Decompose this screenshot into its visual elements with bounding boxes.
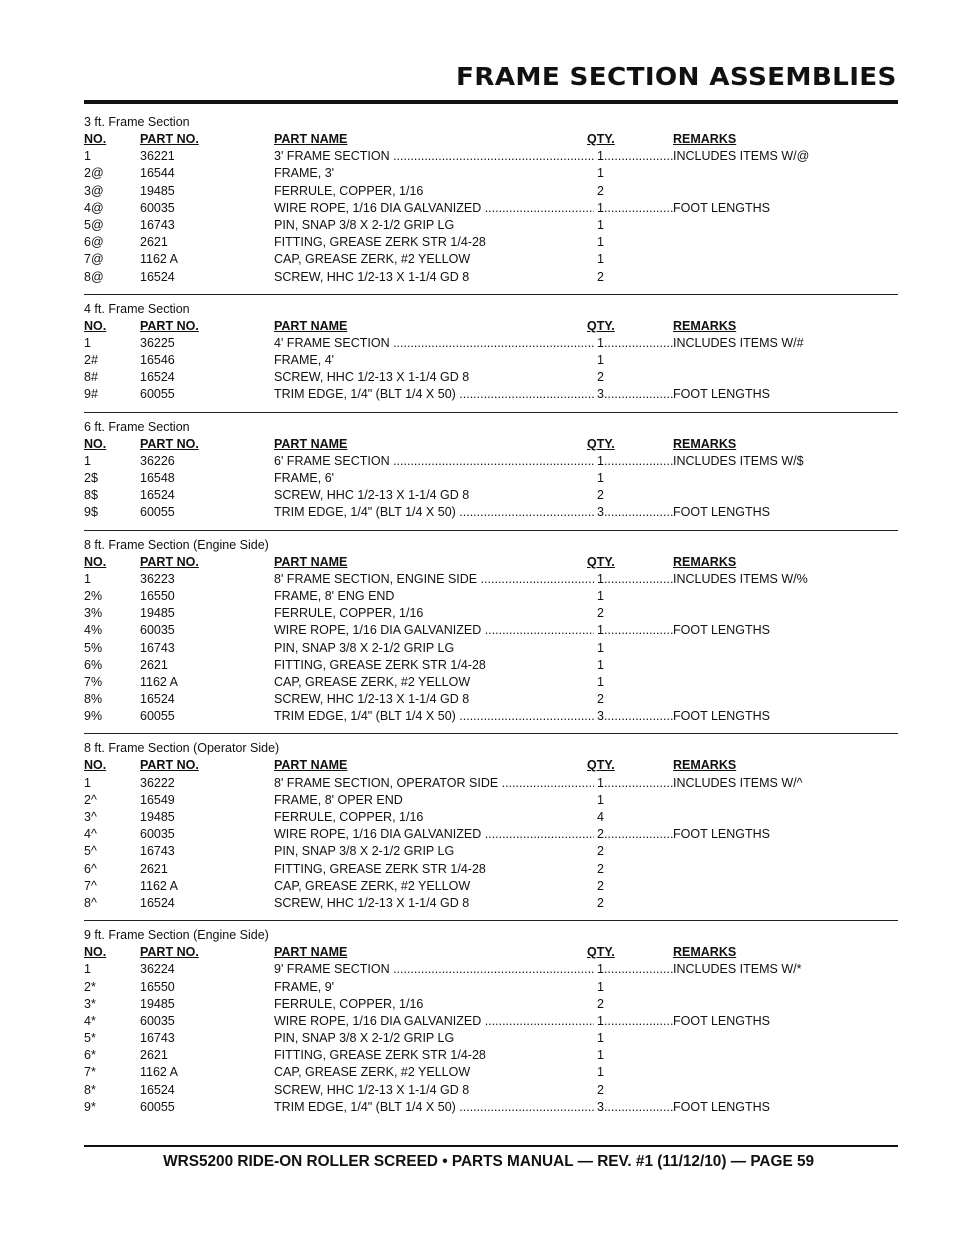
- part-name: TRIM EDGE, 1/4" (BLT 1/4 X 50) .....: [274, 386, 594, 403]
- remarks: INCLUDES ITEMS W/$: [673, 453, 804, 468]
- item-no: 7*: [84, 1065, 96, 1080]
- header-remarks: REMARKS: [673, 758, 737, 773]
- part-number: 16524: [140, 488, 175, 503]
- part-name: SCREW, HHC 1/2-13 X 1-1/4 GD 8: [274, 1082, 470, 1097]
- part-number: 2621: [140, 861, 168, 876]
- item-no: 5*: [84, 1031, 96, 1046]
- quantity: 1: [597, 979, 604, 994]
- quantity: 2: [597, 183, 604, 198]
- column-header-row: [84, 131, 898, 148]
- part-number: 16743: [140, 640, 175, 655]
- quantity: 2: [597, 996, 604, 1011]
- quantity: 2: [597, 488, 604, 503]
- item-no: 2$: [84, 471, 98, 485]
- table-row: [84, 961, 898, 978]
- item-no: 8%: [84, 692, 103, 707]
- quantity: 1 .....: [597, 775, 673, 792]
- item-no: 4*: [84, 1013, 96, 1028]
- quantity: 2 .....: [597, 826, 673, 843]
- quantity: 1: [597, 235, 604, 250]
- item-no: 4%: [84, 623, 103, 638]
- header-part-name: PART NAME: [274, 318, 348, 333]
- part-name: 8' FRAME SECTION, ENGINE SIDE .....: [274, 571, 594, 588]
- quantity: 1 .....: [597, 961, 673, 978]
- remarks: INCLUDES ITEMS W/^: [673, 775, 803, 790]
- part-name: 9' FRAME SECTION .....: [274, 961, 594, 978]
- header-no: NO.: [84, 436, 107, 451]
- quantity: 1: [597, 657, 604, 672]
- part-number: 16524: [140, 269, 175, 284]
- header-part-name: PART NAME: [274, 132, 348, 146]
- item-no: 3^: [84, 810, 97, 824]
- part-name: FERRULE, COPPER, 1/16: [274, 996, 424, 1011]
- remarks: FOOT LENGTHS: [673, 1013, 771, 1028]
- part-name: 6' FRAME SECTION .....: [274, 453, 594, 470]
- part-number: 19485: [140, 996, 175, 1011]
- quantity: 2: [597, 878, 604, 893]
- item-no: 9*: [84, 1099, 96, 1114]
- quantity: 1 .....: [597, 1013, 673, 1030]
- item-no: 5^: [84, 844, 97, 859]
- part-number: 2621: [140, 1048, 168, 1063]
- part-name: FRAME, 8' ENG END: [274, 588, 395, 603]
- column-header-row: [84, 944, 898, 961]
- part-name: WIRE ROPE, 1/16 DIA GALVANIZED .....: [274, 826, 594, 843]
- header-qty: QTY.: [587, 945, 615, 960]
- header-remarks: REMARKS: [673, 318, 737, 333]
- table-row: [84, 269, 898, 286]
- item-no: 8^: [84, 895, 97, 910]
- part-number: 16550: [140, 588, 175, 603]
- header-part-name: PART NAME: [274, 945, 348, 960]
- quantity: 3 .....: [597, 1099, 673, 1116]
- title-rule: [84, 100, 898, 104]
- quantity: 1: [597, 640, 604, 655]
- table-row: [84, 369, 898, 386]
- item-no: 5@: [84, 217, 104, 232]
- quantity: 2: [597, 370, 604, 385]
- table-row: [84, 487, 898, 504]
- header-qty: QTY.: [587, 436, 615, 451]
- table-row: [84, 352, 898, 369]
- parts-section: [84, 114, 898, 295]
- table-row: [84, 335, 898, 352]
- part-name: WIRE ROPE, 1/16 DIA GALVANIZED .....: [274, 200, 594, 217]
- header-part-no: PART NO.: [140, 758, 199, 773]
- table-row: [84, 996, 898, 1013]
- quantity: 2: [597, 692, 604, 707]
- part-name: PIN, SNAP 3/8 X 2-1/2 GRIP LG: [274, 844, 455, 859]
- part-name: CAP, GREASE ZERK, #2 YELLOW: [274, 878, 471, 893]
- quantity: 2: [597, 269, 604, 284]
- item-no: 8*: [84, 1082, 96, 1097]
- part-number: 16743: [140, 1031, 175, 1046]
- remarks: FOOT LENGTHS: [673, 827, 771, 842]
- remarks: INCLUDES ITEMS W/%: [673, 571, 808, 586]
- part-name: FRAME, 4': [274, 353, 335, 368]
- remarks: INCLUDES ITEMS W/@: [673, 149, 810, 164]
- part-name: SCREW, HHC 1/2-13 X 1-1/4 GD 8: [274, 269, 470, 284]
- quantity: 1: [597, 674, 604, 689]
- item-no: 6%: [84, 657, 103, 672]
- parts-section: [84, 419, 898, 531]
- part-name: FRAME, 3': [274, 166, 335, 181]
- remarks: FOOT LENGTHS: [673, 200, 771, 215]
- part-number: 16743: [140, 217, 175, 232]
- table-row: [84, 588, 898, 605]
- part-number: 60055: [140, 709, 175, 724]
- header-no: NO.: [84, 132, 107, 146]
- part-number: 16546: [140, 353, 175, 368]
- quantity: 1: [597, 471, 604, 485]
- part-name: SCREW, HHC 1/2-13 X 1-1/4 GD 8: [274, 895, 470, 910]
- section-title: 6 ft. Frame Section: [84, 419, 190, 434]
- item-no: 2*: [84, 979, 96, 994]
- part-name: FITTING, GREASE ZERK STR 1/4-28: [274, 235, 486, 250]
- part-name: WIRE ROPE, 1/16 DIA GALVANIZED .....: [274, 1013, 594, 1030]
- part-name: 3' FRAME SECTION .....: [274, 148, 594, 165]
- quantity: 1 .....: [597, 335, 673, 352]
- table-row: [84, 861, 898, 878]
- section-title: 9 ft. Frame Section (Engine Side): [84, 928, 269, 943]
- item-no: 1: [84, 775, 91, 790]
- part-name: FERRULE, COPPER, 1/16: [274, 810, 424, 824]
- part-name: 4' FRAME SECTION .....: [274, 335, 594, 352]
- part-number: 36225: [140, 335, 175, 350]
- item-no: 1: [84, 571, 91, 586]
- quantity: 3 .....: [597, 386, 673, 403]
- item-no: 5%: [84, 640, 103, 655]
- header-qty: QTY.: [587, 758, 615, 773]
- table-row: [84, 386, 898, 403]
- item-no: 7^: [84, 878, 97, 893]
- item-no: 2^: [84, 792, 97, 807]
- part-number: 2621: [140, 235, 168, 250]
- item-no: 2#: [84, 353, 98, 368]
- part-number: 60035: [140, 200, 175, 215]
- table-row: [84, 470, 898, 487]
- item-no: 7@: [84, 252, 104, 267]
- item-no: 6@: [84, 235, 104, 250]
- part-number: 16524: [140, 692, 175, 707]
- part-number: 16524: [140, 1082, 175, 1097]
- part-number: 60035: [140, 1013, 175, 1028]
- table-row: [84, 775, 898, 792]
- quantity: 1 .....: [597, 148, 673, 165]
- quantity: 1: [597, 588, 604, 603]
- quantity: 1: [597, 353, 604, 368]
- item-no: 3%: [84, 606, 103, 621]
- part-number: 1162 A: [140, 252, 179, 267]
- header-no: NO.: [84, 554, 107, 569]
- remarks: INCLUDES ITEMS W/#: [673, 335, 804, 350]
- quantity: 1 .....: [597, 200, 673, 217]
- part-number: 60035: [140, 827, 175, 842]
- header-part-no: PART NO.: [140, 945, 199, 960]
- header-no: NO.: [84, 945, 107, 960]
- part-name: PIN, SNAP 3/8 X 2-1/2 GRIP LG: [274, 640, 455, 655]
- table-row: [84, 1082, 898, 1099]
- part-name: WIRE ROPE, 1/16 DIA GALVANIZED .....: [274, 622, 594, 639]
- item-no: 9%: [84, 709, 103, 724]
- part-name: FRAME, 6': [274, 471, 335, 485]
- quantity: 1: [597, 252, 604, 267]
- quantity: 1 .....: [597, 453, 673, 470]
- table-row: [84, 878, 898, 895]
- part-name: FRAME, 9': [274, 979, 335, 994]
- part-name: FERRULE, COPPER, 1/16: [274, 606, 424, 621]
- part-number: 16544: [140, 166, 175, 181]
- item-no: 4^: [84, 827, 97, 842]
- header-part-no: PART NO.: [140, 436, 199, 451]
- table-row: [84, 251, 898, 268]
- table-row: [84, 640, 898, 657]
- table-row: [84, 200, 898, 217]
- parts-section: [84, 301, 898, 413]
- header-remarks: REMARKS: [673, 554, 737, 569]
- part-name: CAP, GREASE ZERK, #2 YELLOW: [274, 252, 471, 267]
- table-row: [84, 843, 898, 860]
- item-no: 8#: [84, 370, 98, 385]
- part-name: SCREW, HHC 1/2-13 X 1-1/4 GD 8: [274, 370, 470, 385]
- section-title: 8 ft. Frame Section (Engine Side): [84, 537, 269, 552]
- table-row: [84, 708, 898, 725]
- parts-section: [84, 537, 898, 735]
- table-row: [84, 605, 898, 622]
- table-row: [84, 622, 898, 639]
- part-number: 60055: [140, 1099, 175, 1114]
- quantity: 2: [597, 895, 604, 910]
- table-row: [84, 895, 898, 912]
- part-name: FITTING, GREASE ZERK STR 1/4-28: [274, 1048, 486, 1063]
- item-no: 6^: [84, 861, 97, 876]
- header-qty: QTY.: [587, 554, 615, 569]
- part-name: 8' FRAME SECTION, OPERATOR SIDE .....: [274, 775, 594, 792]
- part-number: 19485: [140, 606, 175, 621]
- part-number: 16524: [140, 370, 175, 385]
- table-row: [84, 453, 898, 470]
- quantity: 1: [597, 1048, 604, 1063]
- parts-list: [84, 114, 898, 1130]
- table-row: [84, 674, 898, 691]
- table-row: [84, 1047, 898, 1064]
- part-number: 36226: [140, 453, 175, 468]
- header-part-no: PART NO.: [140, 318, 199, 333]
- part-number: 16524: [140, 895, 175, 910]
- item-no: 6*: [84, 1048, 96, 1063]
- table-row: [84, 1099, 898, 1116]
- part-name: CAP, GREASE ZERK, #2 YELLOW: [274, 674, 471, 689]
- table-row: [84, 571, 898, 588]
- quantity: 2: [597, 1082, 604, 1097]
- quantity: 3 .....: [597, 708, 673, 725]
- part-name: FITTING, GREASE ZERK STR 1/4-28: [274, 861, 486, 876]
- item-no: 1: [84, 335, 91, 350]
- quantity: 3 .....: [597, 504, 673, 521]
- part-number: 1162 A: [140, 1065, 179, 1080]
- column-header-row: [84, 318, 898, 335]
- part-name: FITTING, GREASE ZERK STR 1/4-28: [274, 657, 486, 672]
- item-no: 9#: [84, 387, 98, 402]
- footer-rule: [84, 1145, 898, 1147]
- table-row: [84, 1064, 898, 1081]
- part-number: 16549: [140, 792, 175, 807]
- table-row: [84, 826, 898, 843]
- table-row: [84, 809, 898, 826]
- quantity: 1 .....: [597, 571, 673, 588]
- header-remarks: REMARKS: [673, 436, 737, 451]
- item-no: 1: [84, 453, 91, 468]
- column-header-row: [84, 436, 898, 453]
- part-number: 2621: [140, 657, 168, 672]
- part-number: 60055: [140, 387, 175, 402]
- parts-section: [84, 927, 898, 1124]
- item-no: 2@: [84, 166, 104, 181]
- table-row: [84, 234, 898, 251]
- table-row: [84, 165, 898, 182]
- part-name: TRIM EDGE, 1/4" (BLT 1/4 X 50) .....: [274, 708, 594, 725]
- item-no: 1: [84, 962, 91, 977]
- section-title: 4 ft. Frame Section: [84, 301, 190, 316]
- header-part-name: PART NAME: [274, 554, 348, 569]
- item-no: 3@: [84, 183, 104, 198]
- part-name: PIN, SNAP 3/8 X 2-1/2 GRIP LG: [274, 1031, 455, 1046]
- quantity: 2: [597, 844, 604, 859]
- page-title: FRAME SECTION ASSEMBLIES: [456, 62, 897, 91]
- part-name: SCREW, HHC 1/2-13 X 1-1/4 GD 8: [274, 488, 470, 503]
- table-row: [84, 217, 898, 234]
- item-no: 8@: [84, 269, 104, 284]
- part-number: 16548: [140, 471, 175, 485]
- column-header-row: [84, 757, 898, 774]
- quantity: 1: [597, 166, 604, 181]
- part-number: 1162 A: [140, 878, 179, 893]
- remarks: FOOT LENGTHS: [673, 1099, 771, 1114]
- quantity: 4: [597, 810, 604, 824]
- table-row: [84, 1030, 898, 1047]
- table-row: [84, 148, 898, 165]
- part-number: 19485: [140, 183, 175, 198]
- header-no: NO.: [84, 318, 107, 333]
- table-row: [84, 657, 898, 674]
- header-part-name: PART NAME: [274, 758, 348, 773]
- table-row: [84, 1013, 898, 1030]
- item-no: 2%: [84, 588, 103, 603]
- part-name: FRAME, 8' OPER END: [274, 792, 403, 807]
- part-name: TRIM EDGE, 1/4" (BLT 1/4 X 50) .....: [274, 1099, 594, 1116]
- item-no: 8$: [84, 488, 98, 503]
- parts-section: [84, 740, 898, 921]
- header-remarks: REMARKS: [673, 945, 737, 960]
- part-number: 36224: [140, 962, 175, 977]
- quantity: 2: [597, 861, 604, 876]
- part-number: 36221: [140, 149, 175, 164]
- part-number: 36222: [140, 775, 175, 790]
- item-no: 4@: [84, 200, 104, 215]
- table-row: [84, 691, 898, 708]
- column-header-row: [84, 554, 898, 571]
- quantity: 1: [597, 1031, 604, 1046]
- part-name: SCREW, HHC 1/2-13 X 1-1/4 GD 8: [274, 692, 470, 707]
- header-part-no: PART NO.: [140, 132, 199, 146]
- item-no: 3*: [84, 996, 96, 1011]
- quantity: 1: [597, 217, 604, 232]
- remarks: FOOT LENGTHS: [673, 709, 771, 724]
- part-number: 19485: [140, 810, 175, 824]
- part-number: 60035: [140, 623, 175, 638]
- section-title: 3 ft. Frame Section: [84, 115, 190, 129]
- quantity: 1 .....: [597, 622, 673, 639]
- item-no: 9$: [84, 505, 98, 520]
- header-qty: QTY.: [587, 318, 615, 333]
- table-row: [84, 183, 898, 200]
- table-row: [84, 504, 898, 521]
- item-no: 7%: [84, 674, 103, 689]
- remarks: FOOT LENGTHS: [673, 387, 771, 402]
- part-name: CAP, GREASE ZERK, #2 YELLOW: [274, 1065, 471, 1080]
- section-title: 8 ft. Frame Section (Operator Side): [84, 741, 280, 756]
- page-footer: WRS5200 RIDE-ON ROLLER SCREED • PARTS MANUAL — REV. #1 (11/12/10) — PAGE 59: [163, 1153, 814, 1170]
- part-number: 16550: [140, 979, 175, 994]
- header-remarks: REMARKS: [673, 132, 737, 146]
- item-no: 1: [84, 149, 91, 164]
- part-number: 60055: [140, 505, 175, 520]
- remarks: FOOT LENGTHS: [673, 505, 771, 520]
- part-name: TRIM EDGE, 1/4" (BLT 1/4 X 50) .....: [274, 504, 594, 521]
- part-name: FERRULE, COPPER, 1/16: [274, 183, 424, 198]
- header-qty: QTY.: [587, 132, 615, 146]
- part-number: 16743: [140, 844, 175, 859]
- quantity: 1: [597, 1065, 604, 1080]
- part-name: PIN, SNAP 3/8 X 2-1/2 GRIP LG: [274, 217, 455, 232]
- header-no: NO.: [84, 758, 107, 773]
- table-row: [84, 792, 898, 809]
- header-part-no: PART NO.: [140, 554, 199, 569]
- quantity: 2: [597, 606, 604, 621]
- header-part-name: PART NAME: [274, 436, 348, 451]
- remarks: FOOT LENGTHS: [673, 623, 771, 638]
- remarks: INCLUDES ITEMS W/*: [673, 962, 802, 977]
- part-number: 36223: [140, 571, 175, 586]
- part-number: 1162 A: [140, 674, 179, 689]
- quantity: 1: [597, 792, 604, 807]
- table-row: [84, 979, 898, 996]
